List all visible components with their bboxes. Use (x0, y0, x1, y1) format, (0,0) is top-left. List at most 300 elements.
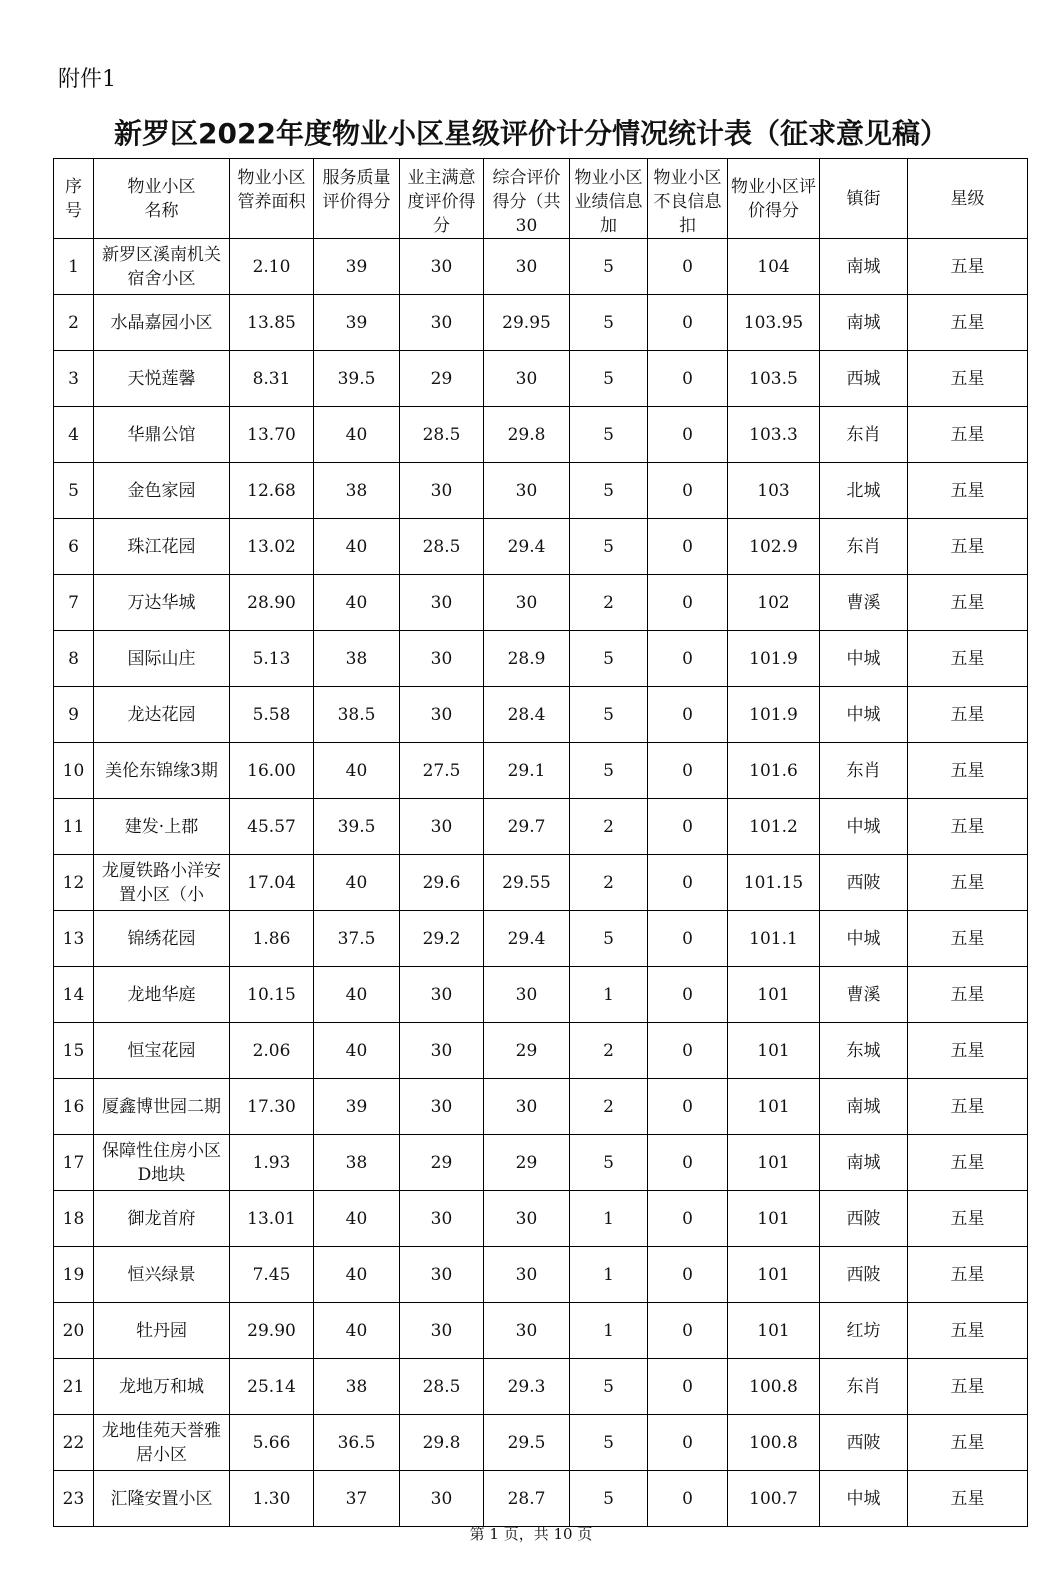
cell-community-name (94, 1023, 230, 1079)
cell-total-score: 101.1 (728, 911, 820, 967)
cell-star-level: 五星 (908, 463, 1028, 519)
cell-star-level: 五星 (908, 967, 1028, 1023)
table-row (54, 463, 1028, 519)
cell-deduction: 0 (648, 1135, 728, 1191)
cell-service-score: 38 (314, 631, 400, 687)
cell-overall-score: 29.4 (484, 519, 570, 575)
cell-star-level: 五星 (908, 239, 1028, 295)
cell-overall-score: 30 (484, 967, 570, 1023)
cell-service-score: 39 (314, 295, 400, 351)
document-title: 新罗区2022年度物业小区星级评价计分情况统计表（征求意见稿） (114, 117, 948, 150)
cell-community-name (94, 631, 230, 687)
cell-bonus: 5 (570, 1359, 648, 1415)
cell-star-level: 五星 (908, 1135, 1028, 1191)
community-name-text: 金色家园 (127, 480, 196, 501)
community-name-text: 保障性住房小区D地块 (102, 1140, 221, 1185)
cell-deduction: 0 (648, 519, 728, 575)
cell-row-index: 8 (54, 631, 94, 687)
cell-overall-score: 30 (484, 351, 570, 407)
cell-satisfaction-score: 30 (400, 1471, 484, 1527)
cell-star-level: 五星 (908, 1023, 1028, 1079)
cell-overall-score: 28.4 (484, 687, 570, 743)
cell-overall-score: 30 (484, 463, 570, 519)
cell-area: 29.90 (230, 1303, 314, 1359)
cell-bonus: 2 (570, 1079, 648, 1135)
cell-area: 17.30 (230, 1079, 314, 1135)
cell-satisfaction-score: 28.5 (400, 519, 484, 575)
cell-bonus: 2 (570, 855, 648, 911)
attachment-label: 附件1 (58, 67, 116, 92)
cell-bonus: 2 (570, 1023, 648, 1079)
cell-bonus: 1 (570, 1191, 648, 1247)
header-cell-overall-score: 综合评价得分（共30 (484, 159, 570, 239)
cell-deduction: 0 (648, 631, 728, 687)
cell-satisfaction-score: 30 (400, 967, 484, 1023)
cell-row-index: 12 (54, 855, 94, 911)
cell-overall-score: 30 (484, 1191, 570, 1247)
cell-overall-score: 29.5 (484, 1415, 570, 1471)
cell-deduction: 0 (648, 855, 728, 911)
cell-deduction: 0 (648, 1023, 728, 1079)
cell-satisfaction-score: 29 (400, 1135, 484, 1191)
cell-community-name (94, 1247, 230, 1303)
cell-bonus: 5 (570, 463, 648, 519)
cell-service-score: 40 (314, 1247, 400, 1303)
cell-star-level: 五星 (908, 799, 1028, 855)
cell-area: 1.93 (230, 1135, 314, 1191)
cell-satisfaction-score: 30 (400, 575, 484, 631)
table-row (54, 1415, 1028, 1471)
table-body (54, 239, 1028, 1527)
cell-area: 16.00 (230, 743, 314, 799)
cell-deduction: 0 (648, 911, 728, 967)
cell-town: 中城 (820, 631, 908, 687)
cell-area: 12.68 (230, 463, 314, 519)
cell-deduction: 0 (648, 1247, 728, 1303)
cell-total-score: 102.9 (728, 519, 820, 575)
cell-town: 东肖 (820, 519, 908, 575)
cell-town: 中城 (820, 687, 908, 743)
cell-deduction: 0 (648, 407, 728, 463)
cell-deduction: 0 (648, 575, 728, 631)
cell-satisfaction-score: 30 (400, 631, 484, 687)
community-name-text: 国际山庄 (127, 648, 196, 669)
cell-deduction: 0 (648, 351, 728, 407)
cell-row-index: 10 (54, 743, 94, 799)
cell-satisfaction-score: 30 (400, 1191, 484, 1247)
table-row (54, 1135, 1028, 1191)
community-name-text: 水晶嘉园小区 (110, 312, 213, 333)
table-row (54, 575, 1028, 631)
cell-star-level: 五星 (908, 911, 1028, 967)
table-row (54, 295, 1028, 351)
cell-town: 南城 (820, 1135, 908, 1191)
cell-star-level: 五星 (908, 295, 1028, 351)
cell-community-name (94, 799, 230, 855)
cell-overall-score: 29.7 (484, 799, 570, 855)
cell-deduction: 0 (648, 1303, 728, 1359)
cell-row-index: 5 (54, 463, 94, 519)
cell-total-score: 100.7 (728, 1471, 820, 1527)
cell-area: 10.15 (230, 967, 314, 1023)
community-name-text: 天悦莲馨 (127, 368, 196, 389)
cell-satisfaction-score: 28.5 (400, 407, 484, 463)
cell-star-level: 五星 (908, 519, 1028, 575)
table-header (54, 159, 1028, 239)
community-name-text: 恒兴绿景 (127, 1264, 196, 1285)
cell-community-name (94, 463, 230, 519)
community-name-text: 锦绣花园 (127, 928, 196, 949)
cell-town: 红坊 (820, 1303, 908, 1359)
cell-row-index: 1 (54, 239, 94, 295)
cell-community-name (94, 855, 230, 911)
cell-town: 曹溪 (820, 967, 908, 1023)
cell-overall-score: 30 (484, 1079, 570, 1135)
cell-deduction: 0 (648, 1191, 728, 1247)
cell-satisfaction-score: 30 (400, 1079, 484, 1135)
cell-overall-score: 30 (484, 239, 570, 295)
cell-service-score: 40 (314, 1303, 400, 1359)
cell-star-level: 五星 (908, 687, 1028, 743)
cell-overall-score: 29.4 (484, 911, 570, 967)
cell-deduction: 0 (648, 687, 728, 743)
cell-service-score: 40 (314, 967, 400, 1023)
community-name-text: 珠江花园 (127, 536, 196, 557)
cell-service-score: 38 (314, 1359, 400, 1415)
header-cell-name: 物业小区名称 (94, 159, 230, 239)
cell-town: 北城 (820, 463, 908, 519)
cell-satisfaction-score: 30 (400, 1023, 484, 1079)
cell-area: 5.13 (230, 631, 314, 687)
cell-community-name (94, 687, 230, 743)
cell-total-score: 100.8 (728, 1359, 820, 1415)
cell-town: 曹溪 (820, 575, 908, 631)
cell-bonus: 1 (570, 967, 648, 1023)
cell-star-level: 五星 (908, 1079, 1028, 1135)
community-name-text: 牡丹园 (136, 1320, 187, 1341)
cell-row-index: 15 (54, 1023, 94, 1079)
cell-area: 17.04 (230, 855, 314, 911)
cell-total-score: 101 (728, 1023, 820, 1079)
table-row (54, 855, 1028, 911)
cell-total-score: 102 (728, 575, 820, 631)
cell-community-name (94, 1303, 230, 1359)
cell-service-score: 39.5 (314, 799, 400, 855)
table-row (54, 911, 1028, 967)
cell-deduction: 0 (648, 1359, 728, 1415)
table-row (54, 743, 1028, 799)
table-row (54, 631, 1028, 687)
cell-service-score: 40 (314, 743, 400, 799)
cell-community-name (94, 1135, 230, 1191)
cell-star-level: 五星 (908, 855, 1028, 911)
cell-town: 西陂 (820, 1191, 908, 1247)
cell-bonus: 5 (570, 911, 648, 967)
community-name-text: 万达华城 (127, 592, 196, 613)
cell-row-index: 16 (54, 1079, 94, 1135)
cell-satisfaction-score: 30 (400, 295, 484, 351)
cell-deduction: 0 (648, 1415, 728, 1471)
cell-star-level: 五星 (908, 351, 1028, 407)
table-row (54, 519, 1028, 575)
cell-overall-score: 29.95 (484, 295, 570, 351)
cell-community-name (94, 1415, 230, 1471)
cell-area: 2.06 (230, 1023, 314, 1079)
cell-total-score: 103 (728, 463, 820, 519)
cell-bonus: 5 (570, 1471, 648, 1527)
header-cell-deduction: 物业小区不良信息扣 (648, 159, 728, 239)
cell-area: 1.30 (230, 1471, 314, 1527)
cell-star-level: 五星 (908, 407, 1028, 463)
cell-row-index: 3 (54, 351, 94, 407)
cell-deduction: 0 (648, 463, 728, 519)
cell-community-name (94, 351, 230, 407)
cell-star-level: 五星 (908, 631, 1028, 687)
cell-town: 中城 (820, 799, 908, 855)
cell-total-score: 103.95 (728, 295, 820, 351)
cell-row-index: 9 (54, 687, 94, 743)
cell-total-score: 101 (728, 1135, 820, 1191)
cell-area: 1.86 (230, 911, 314, 967)
cell-area: 13.01 (230, 1191, 314, 1247)
cell-community-name (94, 1191, 230, 1247)
cell-community-name (94, 743, 230, 799)
cell-row-index: 2 (54, 295, 94, 351)
cell-service-score: 40 (314, 1023, 400, 1079)
table-row (54, 1079, 1028, 1135)
cell-total-score: 104 (728, 239, 820, 295)
cell-star-level: 五星 (908, 1359, 1028, 1415)
cell-overall-score: 30 (484, 1247, 570, 1303)
cell-star-level: 五星 (908, 1303, 1028, 1359)
cell-area: 7.45 (230, 1247, 314, 1303)
cell-area: 2.10 (230, 239, 314, 295)
cell-row-index: 14 (54, 967, 94, 1023)
cell-total-score: 101.9 (728, 631, 820, 687)
cell-satisfaction-score: 30 (400, 463, 484, 519)
header-cell-star: 星级 (908, 159, 1028, 239)
cell-service-score: 39 (314, 239, 400, 295)
cell-community-name (94, 239, 230, 295)
cell-service-score: 38.5 (314, 687, 400, 743)
cell-town: 南城 (820, 295, 908, 351)
cell-town: 南城 (820, 239, 908, 295)
cell-area: 5.58 (230, 687, 314, 743)
cell-row-index: 19 (54, 1247, 94, 1303)
cell-satisfaction-score: 29.8 (400, 1415, 484, 1471)
cell-satisfaction-score: 30 (400, 799, 484, 855)
cell-bonus: 1 (570, 1247, 648, 1303)
cell-service-score: 39 (314, 1079, 400, 1135)
cell-town: 东肖 (820, 1359, 908, 1415)
community-name-text: 新罗区溪南机关宿舍小区 (102, 244, 221, 289)
cell-satisfaction-score: 29.2 (400, 911, 484, 967)
cell-service-score: 39.5 (314, 351, 400, 407)
header-cell-area: 物业小区管养面积 (230, 159, 314, 239)
cell-area: 5.66 (230, 1415, 314, 1471)
cell-row-index: 22 (54, 1415, 94, 1471)
cell-area: 13.70 (230, 407, 314, 463)
cell-town: 南城 (820, 1079, 908, 1135)
cell-overall-score: 29 (484, 1023, 570, 1079)
cell-town: 东肖 (820, 743, 908, 799)
cell-star-level: 五星 (908, 1415, 1028, 1471)
cell-total-score: 103.5 (728, 351, 820, 407)
cell-total-score: 101 (728, 1303, 820, 1359)
page-footer: 第 1 页，共 10 页 (469, 1525, 593, 1543)
cell-overall-score: 29.3 (484, 1359, 570, 1415)
community-name-text: 美伦东锦缘3期 (105, 760, 218, 781)
cell-total-score: 101.9 (728, 687, 820, 743)
cell-total-score: 101 (728, 1079, 820, 1135)
cell-bonus: 5 (570, 351, 648, 407)
cell-town: 西陂 (820, 1415, 908, 1471)
cell-deduction: 0 (648, 1471, 728, 1527)
cell-town: 东肖 (820, 407, 908, 463)
cell-bonus: 5 (570, 295, 648, 351)
header-row (54, 159, 1028, 239)
cell-satisfaction-score: 27.5 (400, 743, 484, 799)
cell-bonus: 5 (570, 743, 648, 799)
cell-area: 13.85 (230, 295, 314, 351)
cell-satisfaction-score: 30 (400, 239, 484, 295)
cell-bonus: 5 (570, 239, 648, 295)
cell-star-level: 五星 (908, 575, 1028, 631)
cell-service-score: 37 (314, 1471, 400, 1527)
cell-star-level: 五星 (908, 1471, 1028, 1527)
table-row (54, 799, 1028, 855)
cell-overall-score: 28.9 (484, 631, 570, 687)
cell-bonus: 5 (570, 687, 648, 743)
cell-row-index: 7 (54, 575, 94, 631)
cell-community-name (94, 1079, 230, 1135)
community-name-text: 恒宝花园 (127, 1040, 196, 1061)
cell-row-index: 6 (54, 519, 94, 575)
table-row (54, 687, 1028, 743)
cell-overall-score: 30 (484, 575, 570, 631)
cell-community-name (94, 575, 230, 631)
cell-town: 西陂 (820, 1247, 908, 1303)
cell-star-level: 五星 (908, 743, 1028, 799)
table-row (54, 351, 1028, 407)
cell-row-index: 21 (54, 1359, 94, 1415)
table-row (54, 239, 1028, 295)
community-name-text: 龙地佳苑天誉雅居小区 (102, 1420, 221, 1465)
cell-town: 西城 (820, 351, 908, 407)
cell-town: 西陂 (820, 855, 908, 911)
community-name-text: 汇隆安置小区 (110, 1488, 213, 1509)
header-cell-total-score: 物业小区评价得分 (728, 159, 820, 239)
header-cell-bonus: 物业小区业绩信息加 (570, 159, 648, 239)
community-name-text: 龙达花园 (127, 704, 196, 725)
cell-total-score: 101.2 (728, 799, 820, 855)
cell-service-score: 40 (314, 575, 400, 631)
cell-bonus: 5 (570, 1415, 648, 1471)
cell-service-score: 36.5 (314, 1415, 400, 1471)
cell-community-name (94, 519, 230, 575)
community-name-text: 龙地华庭 (127, 984, 196, 1005)
table-row (54, 1023, 1028, 1079)
table-row (54, 1247, 1028, 1303)
cell-star-level: 五星 (908, 1191, 1028, 1247)
community-name-text: 华鼎公馆 (127, 424, 196, 445)
table-row (54, 407, 1028, 463)
cell-bonus: 2 (570, 799, 648, 855)
cell-area: 45.57 (230, 799, 314, 855)
cell-bonus: 5 (570, 1135, 648, 1191)
cell-deduction: 0 (648, 295, 728, 351)
community-name-text: 建发·上郡 (124, 816, 199, 837)
table-row (54, 1191, 1028, 1247)
cell-row-index: 4 (54, 407, 94, 463)
cell-community-name (94, 295, 230, 351)
cell-community-name (94, 407, 230, 463)
cell-star-level: 五星 (908, 1247, 1028, 1303)
score-table (53, 158, 1028, 1527)
community-name-text: 龙地万和城 (119, 1376, 204, 1397)
cell-area: 13.02 (230, 519, 314, 575)
cell-overall-score: 29.1 (484, 743, 570, 799)
cell-satisfaction-score: 28.5 (400, 1359, 484, 1415)
cell-row-index: 17 (54, 1135, 94, 1191)
cell-bonus: 5 (570, 407, 648, 463)
cell-satisfaction-score: 30 (400, 1303, 484, 1359)
cell-service-score: 40 (314, 519, 400, 575)
cell-bonus: 2 (570, 575, 648, 631)
cell-community-name (94, 967, 230, 1023)
cell-row-index: 11 (54, 799, 94, 855)
cell-total-score: 101.6 (728, 743, 820, 799)
cell-deduction: 0 (648, 799, 728, 855)
cell-community-name (94, 1359, 230, 1415)
cell-satisfaction-score: 29.6 (400, 855, 484, 911)
header-cell-index: 序号 (54, 159, 94, 239)
cell-satisfaction-score: 30 (400, 1247, 484, 1303)
community-name-text: 龙厦铁路小洋安置小区（小 (102, 860, 221, 905)
cell-total-score: 103.3 (728, 407, 820, 463)
cell-row-index: 18 (54, 1191, 94, 1247)
cell-overall-score: 30 (484, 1303, 570, 1359)
cell-total-score: 101 (728, 1191, 820, 1247)
table-row (54, 967, 1028, 1023)
cell-overall-score: 28.7 (484, 1471, 570, 1527)
header-cell-satisfaction-score: 业主满意度评价得分 (400, 159, 484, 239)
cell-row-index: 23 (54, 1471, 94, 1527)
cell-overall-score: 29.55 (484, 855, 570, 911)
cell-overall-score: 29.8 (484, 407, 570, 463)
cell-bonus: 1 (570, 1303, 648, 1359)
cell-community-name (94, 1471, 230, 1527)
cell-town: 中城 (820, 1471, 908, 1527)
cell-deduction: 0 (648, 967, 728, 1023)
cell-satisfaction-score: 30 (400, 687, 484, 743)
header-cell-town: 镇街 (820, 159, 908, 239)
cell-satisfaction-score: 29 (400, 351, 484, 407)
cell-service-score: 40 (314, 855, 400, 911)
table-row (54, 1303, 1028, 1359)
community-name-text: 御龙首府 (127, 1208, 196, 1229)
cell-deduction: 0 (648, 1079, 728, 1135)
cell-town: 中城 (820, 911, 908, 967)
cell-service-score: 38 (314, 463, 400, 519)
table-row (54, 1471, 1028, 1527)
cell-overall-score: 29 (484, 1135, 570, 1191)
cell-service-score: 40 (314, 1191, 400, 1247)
cell-bonus: 5 (570, 631, 648, 687)
community-name-text: 厦鑫博世园二期 (102, 1096, 221, 1117)
cell-row-index: 20 (54, 1303, 94, 1359)
cell-deduction: 0 (648, 743, 728, 799)
